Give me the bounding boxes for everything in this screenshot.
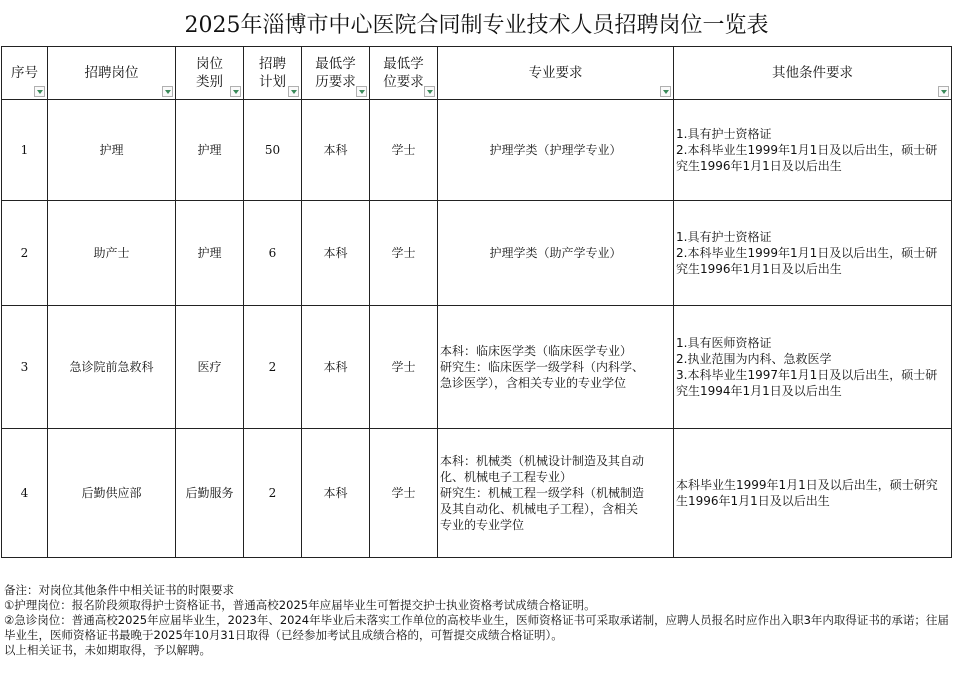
cell-plan: 2 — [244, 306, 302, 429]
recruitment-table — [1, 46, 952, 558]
cell-seq: 2 — [2, 201, 48, 306]
cell-plan: 2 — [244, 429, 302, 558]
header-row — [2, 47, 952, 100]
filter-dropdown-icon[interactable] — [356, 86, 367, 97]
cell-plan: 6 — [244, 201, 302, 306]
note-line: 以上相关证书，未如期取得，予以解聘。 — [4, 643, 211, 657]
table-row — [2, 100, 952, 201]
header-degree: 最低学 位要求 — [370, 47, 438, 100]
cell-degree: 学士 — [370, 306, 438, 429]
cell-education: 本科 — [302, 306, 370, 429]
cell-other: 本科毕业生1999年1月1日及以后出生，硕士研究 生1996年1月1日及以后出生 — [674, 429, 952, 558]
cell-category: 护理 — [176, 201, 244, 306]
filter-dropdown-icon[interactable] — [230, 86, 241, 97]
cell-major: 本科：临床医学类（临床医学专业） 研究生：临床医学一级学科（内科学、 急诊医学），含相关专业的专业学位 — [438, 306, 674, 429]
cell-degree: 学士 — [370, 201, 438, 306]
filter-dropdown-icon[interactable] — [660, 86, 671, 97]
notes-section — [4, 583, 950, 658]
cell-post: 急诊院前急救科 — [48, 306, 176, 429]
cell-major: 护理学类（助产学专业） — [438, 201, 674, 306]
table-row — [2, 429, 952, 558]
cell-post: 护理 — [48, 100, 176, 201]
filter-dropdown-icon[interactable] — [34, 86, 45, 97]
cell-major: 本科：机械类（机械设计制造及其自动 化、机械电子工程专业） 研究生：机械工程一级学科（机械制造 及其自动化、机械电子工程），含相关 专业的专业学位 — [438, 429, 674, 558]
header-other: 其他条件要求 — [674, 47, 952, 100]
header-category: 岗位 类别 — [176, 47, 244, 100]
cell-category: 医疗 — [176, 306, 244, 429]
cell-seq: 3 — [2, 306, 48, 429]
cell-education: 本科 — [302, 429, 370, 558]
note-line: 备注：对岗位其他条件中相关证书的时限要求 — [4, 583, 234, 597]
filter-dropdown-icon[interactable] — [162, 86, 173, 97]
cell-other: 1.具有护士资格证 2.本科毕业生1999年1月1日及以后出生，硕士研 究生1996年1月1日及以后出生 — [674, 100, 952, 201]
cell-major: 护理学类（护理学专业） — [438, 100, 674, 201]
cell-degree: 学士 — [370, 100, 438, 201]
header-plan: 招聘 计划 — [244, 47, 302, 100]
filter-dropdown-icon[interactable] — [288, 86, 299, 97]
cell-other: 1.具有护士资格证 2.本科毕业生1999年1月1日及以后出生，硕士研 究生1996年1月1日及以后出生 — [674, 201, 952, 306]
header-seq: 序号 — [2, 47, 48, 100]
cell-post: 助产士 — [48, 201, 176, 306]
filter-dropdown-icon[interactable] — [938, 86, 949, 97]
cell-education: 本科 — [302, 100, 370, 201]
header-major: 专业要求 — [438, 47, 674, 100]
cell-degree: 学士 — [370, 429, 438, 558]
cell-plan: 50 — [244, 100, 302, 201]
note-line: ②急诊岗位：普通高校2025年应届毕业生，2023年、2024年毕业后未落实工作单位的高校毕业生，医师资格证书可采取承诺制，应聘人员报名时应作出入职3年内取得证书的承诺；往届毕业生，医师资格证书最晚于2025年10月31日取得（已经参加考试且成绩合格的，可暂提交成绩合格证明）。 — [4, 613, 949, 642]
table-row — [2, 306, 952, 429]
page-title: 2025年淄博市中心医院合同制专业技术人员招聘岗位一览表 — [184, 12, 769, 38]
cell-seq: 1 — [2, 100, 48, 201]
cell-category: 护理 — [176, 100, 244, 201]
cell-other: 1.具有医师资格证 2.执业范围为内科、急救医学 3.本科毕业生1997年1月1日及以后出生，硕士研 究生1994年1月1日及以后出生 — [674, 306, 952, 429]
cell-category: 后勤服务 — [176, 429, 244, 558]
filter-dropdown-icon[interactable] — [424, 86, 435, 97]
table-row — [2, 201, 952, 306]
cell-post: 后勤供应部 — [48, 429, 176, 558]
cell-seq: 4 — [2, 429, 48, 558]
header-education: 最低学 历要求 — [302, 47, 370, 100]
note-line: ①护理岗位：报名阶段须取得护士资格证书，普通高校2025年应届毕业生可暂提交护士执业资格考试成绩合格证明。 — [4, 598, 596, 612]
cell-education: 本科 — [302, 201, 370, 306]
header-post: 招聘岗位 — [48, 47, 176, 100]
